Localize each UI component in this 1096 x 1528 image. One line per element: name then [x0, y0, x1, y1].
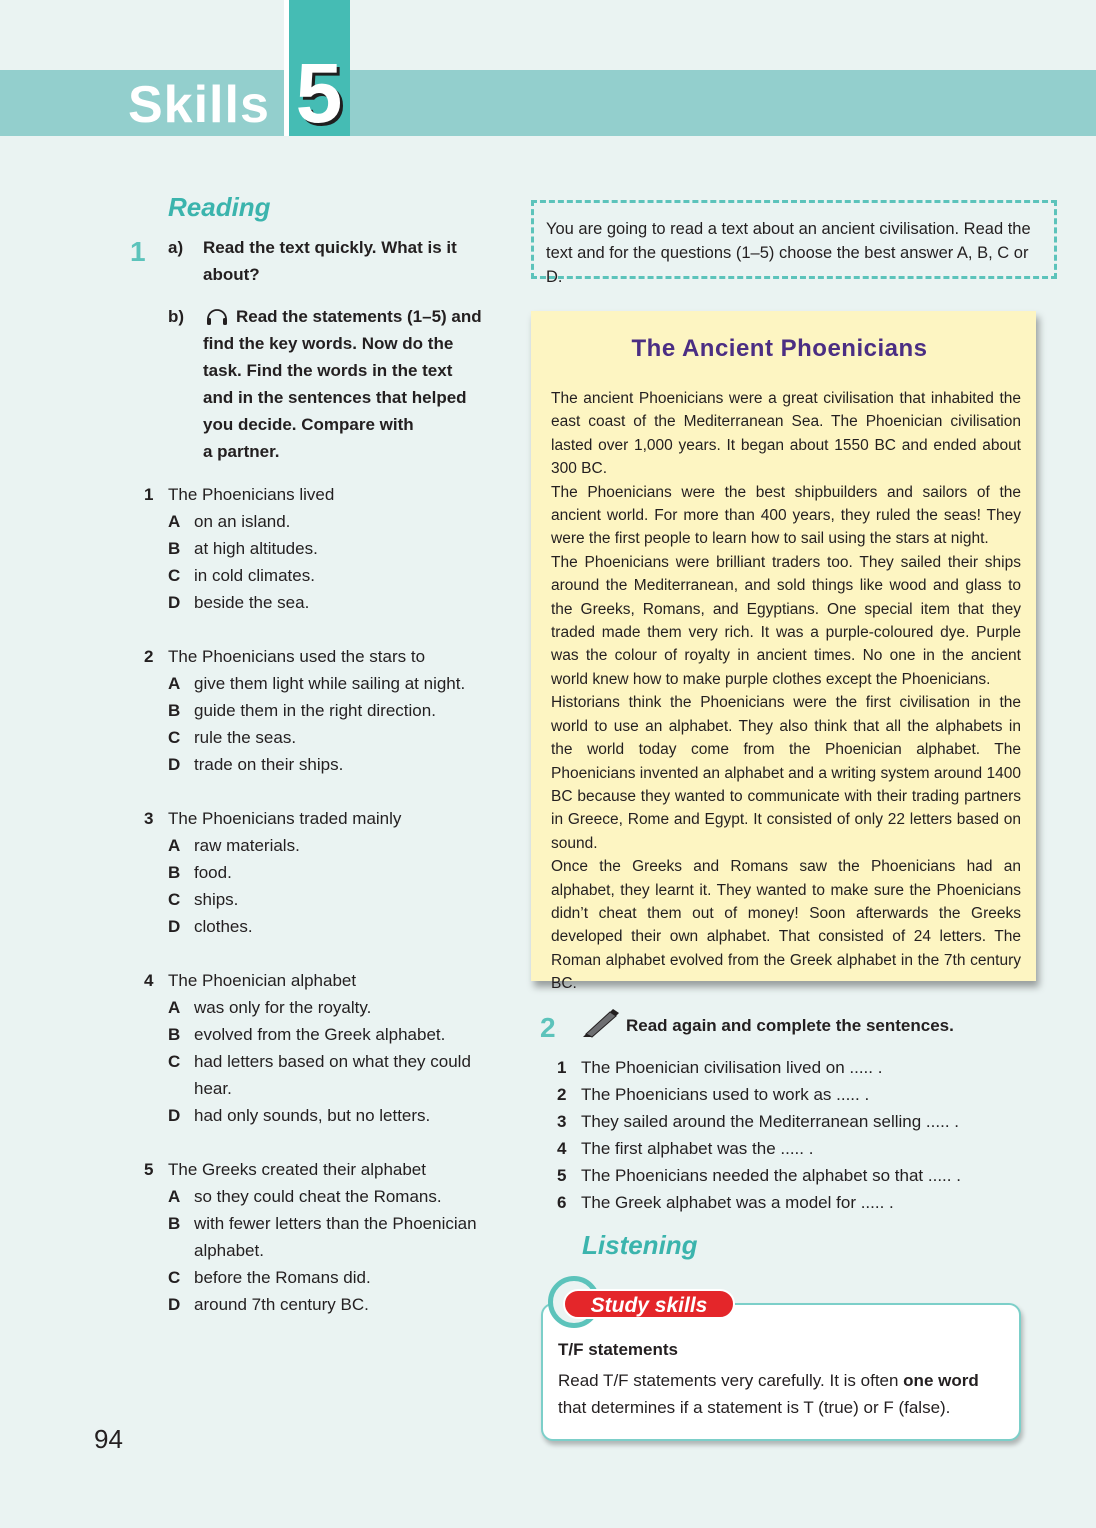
option-text: beside the sea. [194, 593, 310, 612]
sentence-number: 6 [557, 1193, 567, 1212]
option [168, 1048, 494, 1102]
option-letter: D [168, 1106, 181, 1125]
sentence-text: The Phoenician civilisation lived on ..... . [581, 1058, 883, 1077]
study-skills-text [558, 1367, 1008, 1421]
article-paragraph: The ancient Phoenicians were a great civilisation that inhabited the east coast of the Mediterranean Sea. The Phoenician civilisation lasted over 1,000 years. It began about 1550 BC and ended about 300 BC. [551, 390, 1021, 478]
option-text: trade on their ships. [194, 755, 344, 774]
option-letter: B [168, 701, 181, 720]
question-2 [144, 643, 514, 778]
option-text: give them light while sailing at night. [194, 674, 466, 693]
headphones-icon [204, 305, 230, 327]
option [168, 859, 514, 886]
option-text: in cold climates. [194, 566, 315, 585]
sentence-item [557, 1054, 1017, 1081]
option-letter: A [168, 674, 181, 693]
option-letter: B [168, 539, 181, 558]
question-number: 4 [144, 971, 154, 990]
option [168, 1183, 514, 1210]
option-text: rule the seas. [194, 728, 297, 747]
sentence-text: They sailed around the Mediterranean selling ..... . [581, 1112, 959, 1131]
exercise-1a-line1: Read the text quickly. What is it [203, 238, 457, 257]
option-text: before the Romans did. [194, 1268, 371, 1287]
option [168, 724, 514, 751]
question-stem: The Phoenicians used the stars to [168, 647, 426, 666]
article-body [551, 387, 1021, 996]
option-letter: D [168, 917, 181, 936]
exercise-1a [168, 234, 508, 288]
option-letter: B [168, 1214, 181, 1233]
exercise-1b-line: Read the statements (1–5) and [236, 307, 482, 326]
sentence-number: 4 [557, 1139, 567, 1158]
sentence-item [557, 1108, 1017, 1135]
option-text: around 7th century BC. [194, 1295, 369, 1314]
sentence-item [557, 1081, 1017, 1108]
exercise-1b-line: a partner. [203, 442, 280, 461]
question-1 [144, 481, 514, 616]
option-text: had only sounds, but no letters. [194, 1106, 431, 1125]
option [168, 562, 514, 589]
option [168, 1210, 494, 1264]
question-4 [144, 967, 514, 1129]
exercise-1a-label: a) [168, 238, 184, 257]
option-text: so they could cheat the Romans. [194, 1187, 442, 1206]
option-letter: B [168, 863, 181, 882]
study-skills-text-start: Read T/F statements very carefully. It is often [558, 1371, 904, 1390]
exercise-2-instruction: Read again and complete the sentences. [626, 1016, 954, 1035]
option-letter: B [168, 1025, 181, 1044]
option-text: evolved from the Greek alphabet. [194, 1025, 446, 1044]
sentence-text: The first alphabet was the ..... . [581, 1139, 814, 1158]
study-skills-text-end: that determines if a statement is T (true) or F (false). [558, 1398, 951, 1417]
exercise-2-number: 2 [540, 1012, 556, 1043]
option-text: on an island. [194, 512, 291, 531]
task-instructions-box [531, 200, 1057, 286]
option-text: at high altitudes. [194, 539, 318, 558]
option-letter: D [168, 755, 181, 774]
option-letter: C [168, 566, 181, 585]
sentence-number: 1 [557, 1058, 567, 1077]
unit-number: 5 [295, 46, 343, 140]
option [168, 1291, 514, 1318]
option-letter: D [168, 1295, 181, 1314]
sentence-item [557, 1135, 1017, 1162]
option [168, 697, 514, 724]
option-letter: C [168, 1268, 181, 1287]
exercise-1b [168, 303, 508, 465]
pen-icon [580, 1006, 620, 1038]
sentence-text: The Phoenicians needed the alphabet so that ..... . [581, 1166, 961, 1185]
option [168, 1102, 514, 1129]
option [168, 670, 514, 697]
option [168, 535, 514, 562]
option-letter: C [168, 1052, 181, 1071]
sentence-item [557, 1162, 1017, 1189]
exercise-1b-label: b) [168, 307, 185, 326]
option [168, 994, 514, 1021]
article-note [531, 311, 1036, 993]
option-text: guide them in the right direction. [194, 701, 436, 720]
question-3 [144, 805, 514, 940]
question-stem: The Phoenician alphabet [168, 971, 357, 990]
study-skills-text-bold: one word [903, 1371, 979, 1390]
option [168, 589, 514, 616]
option [168, 508, 514, 535]
option-text: was only for the royalty. [194, 998, 372, 1017]
exercise-1-number: 1 [130, 236, 146, 267]
sentence-text: The Greek alphabet was a model for ..... . [581, 1193, 894, 1212]
option-text: had letters based on what they could hear. [194, 1052, 471, 1098]
page-title: Skills [128, 76, 270, 134]
article-paragraph: Once the Greeks and Romans saw the Phoenicians had an alphabet, they learnt it. They wanted to make sure the Phoenicians didn’t cheat them out of money! Soon afterwards the Greeks developed their own alphabet. That consisted of 24 letters. The Roman alphabet evolved from the Greek alphabet in the 7th century BC. [551, 858, 1021, 993]
sentence-number: 5 [557, 1166, 567, 1185]
article-paragraph: The Phoenicians were brilliant traders too. They sailed their ships around the Mediterranean, and sold things like wood and glass to the Greeks, Romans, and Egyptians. One special item that they traded made them very rich. It was a purple-coloured dye. Purple was the colour of royalty in ancient times. No one in the ancient world knew how to make purple clothes except the Phoenicians. [551, 553, 1021, 688]
exercise-1b-line: you decide. Compare with [203, 415, 414, 434]
question-number: 1 [144, 485, 154, 504]
sentence-text: The Phoenicians used to work as ..... . [581, 1085, 870, 1104]
option [168, 751, 514, 778]
sentence-item [557, 1189, 1017, 1216]
option [168, 832, 514, 859]
option-text: food. [194, 863, 232, 882]
option [168, 1021, 514, 1048]
study-skills-label: Study skills [563, 1289, 735, 1319]
option-letter: A [168, 1187, 181, 1206]
study-skills-subtitle: T/F statements [558, 1340, 678, 1359]
sentence-number: 2 [557, 1085, 567, 1104]
option-letter: D [168, 593, 181, 612]
article-title: The Ancient Phoenicians [631, 335, 928, 362]
option-letter: A [168, 512, 181, 531]
exercise-1b-line: find the key words. Now do the [203, 334, 454, 353]
question-number: 3 [144, 809, 154, 828]
option [168, 886, 514, 913]
listening-heading: Listening [582, 1230, 698, 1260]
option-text: raw materials. [194, 836, 300, 855]
option-text: ships. [194, 890, 239, 909]
option-text: with fewer letters than the Phoenician alphabet. [194, 1214, 477, 1260]
exercise-1b-line: and in the sentences that helped [203, 388, 467, 407]
option [168, 1264, 514, 1291]
exercise-1b-line: task. Find the words in the text [203, 361, 453, 380]
option-letter: A [168, 836, 181, 855]
article-paragraph: The Phoenicians were the best shipbuilders and sailors of the ancient world. For more than 400 years, they ruled the seas! They were the first people to learn how to sail using the stars at night. [551, 483, 1021, 548]
task-instructions-text: You are going to read a text about an ancient civilisation. Read the text and for the questions (1–5) choose the best answer A, B, C or D. [546, 220, 1031, 286]
question-stem: The Greeks created their alphabet [168, 1160, 426, 1179]
question-number: 5 [144, 1160, 154, 1179]
option-letter: C [168, 890, 181, 909]
option-letter: A [168, 998, 181, 1017]
question-number: 2 [144, 647, 154, 666]
option-text: clothes. [194, 917, 253, 936]
question-stem: The Phoenicians traded mainly [168, 809, 402, 828]
question-stem: The Phoenicians lived [168, 485, 335, 504]
article-paragraph: Historians think the Phoenicians were the first civilisation in the world to use an alphabet. They also think that all the alphabets in the world today come from the Phoenician alphabet. The Phoenicians invented an alphabet and a writing system around 1400 BC because they wanted to communicate with their trading partners in Greece, Rome and Egypt. It consisted of only 22 letters based on sound. [551, 694, 1021, 852]
reading-heading: Reading [168, 192, 271, 222]
option [168, 913, 514, 940]
sentence-number: 3 [557, 1112, 567, 1131]
option-letter: C [168, 728, 181, 747]
exercise-1a-line2: about? [203, 265, 260, 284]
page-number: 94 [94, 1424, 123, 1454]
question-5 [144, 1156, 514, 1318]
